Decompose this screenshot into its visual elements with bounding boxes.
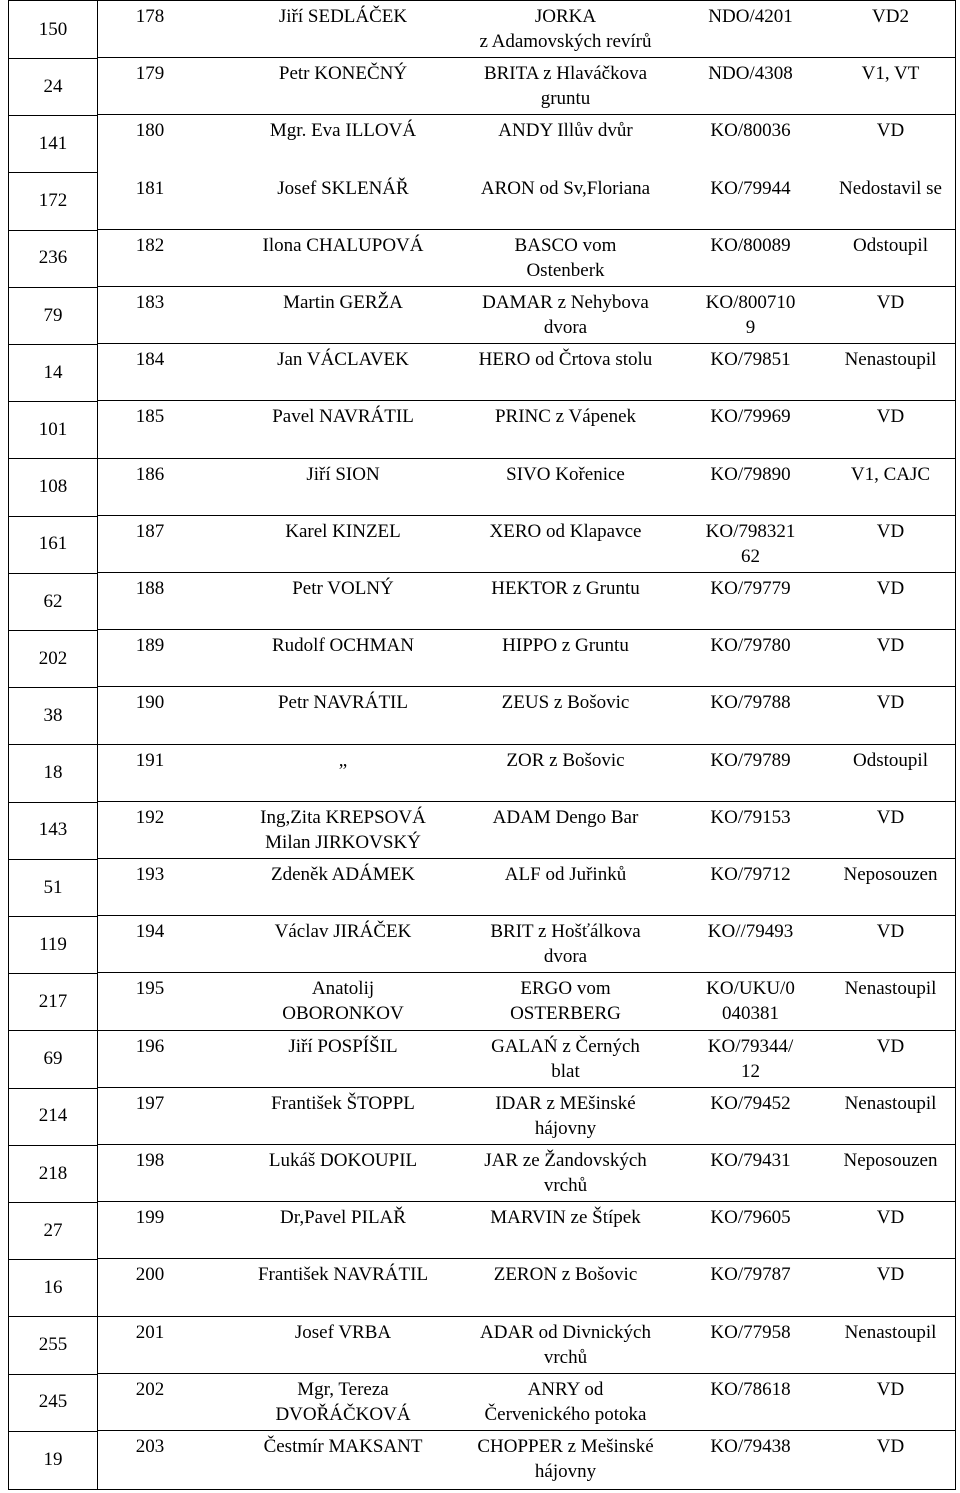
registration-number: KO/80036 <box>710 120 791 142</box>
result: VD <box>876 635 905 657</box>
result: Odstoupil <box>853 749 928 771</box>
registration-number: KO/79605 <box>710 1207 791 1229</box>
left-number-cell: 24 <box>9 58 97 116</box>
result: Nenastoupil <box>844 1321 937 1343</box>
left-number-cell: 38 <box>9 687 97 745</box>
entry-number: 201 <box>135 1321 165 1343</box>
row-divider <box>98 458 955 459</box>
registration-number: KO/79712 <box>710 864 791 885</box>
owner-name: Petr VOLNÝ <box>292 578 394 599</box>
entries-table <box>98 0 956 1490</box>
registration-number: KO/79787 <box>710 1264 791 1286</box>
left-number-cell: 19 <box>43 1448 63 1470</box>
result: VD <box>876 1378 905 1400</box>
dog-name: IDAR z MEšinské hájovny <box>495 1092 636 1139</box>
result: Nedostavil se <box>839 177 942 199</box>
result: Neposouzen <box>843 1150 938 1171</box>
left-number-cell: 141 <box>9 115 97 173</box>
row-divider <box>98 744 955 745</box>
row-divider <box>98 915 955 916</box>
owner-name: Petr NAVRÁTIL <box>277 692 408 714</box>
registration-number: KO/79344/ 12 <box>707 1035 794 1082</box>
registration-number: KO/79890 <box>710 463 791 485</box>
dog-name: HERO od Črtova stolu <box>478 349 653 371</box>
entry-number: 196 <box>135 1035 165 1057</box>
document-page <box>8 0 957 1490</box>
owner-name: František ŠTOPPL <box>271 1092 415 1114</box>
row-divider <box>98 57 955 58</box>
owner-name: Karel KINZEL <box>285 520 401 542</box>
dog-name: XERO od Klapavce <box>489 520 642 542</box>
left-number-cell: 150 <box>9 1 97 59</box>
entry-number: 200 <box>135 1264 165 1286</box>
owner-name: Ilona CHALUPOVÁ <box>262 234 424 256</box>
result: Nenastoupil <box>844 349 937 371</box>
row-divider <box>98 801 955 802</box>
row-divider <box>98 858 955 859</box>
registration-number: KO/UKU/0 040381 <box>706 978 795 1025</box>
result: VD <box>876 292 905 313</box>
registration-number: KO/79789 <box>710 749 791 771</box>
dog-name: ADAR od Divnických vrchů <box>480 1321 651 1368</box>
dog-name: HIPPO z Gruntu <box>502 635 629 657</box>
entry-number: 199 <box>135 1207 165 1229</box>
dog-name: DAMAR z Nehybova dvora <box>482 292 649 338</box>
registration-number: KO/77958 <box>710 1321 791 1343</box>
entry-number: 190 <box>135 692 165 714</box>
row-divider <box>98 1430 955 1431</box>
owner-name: Ing,Zita KREPSOVÁ Milan JIRKOVSKÝ <box>260 806 426 853</box>
dog-name: ALF od Juřinků <box>504 864 627 885</box>
left-number-column <box>8 0 98 1490</box>
result: VD <box>876 578 905 599</box>
result: VD <box>876 921 905 943</box>
registration-number: KO/79788 <box>710 692 791 714</box>
dog-name: JAR ze Žandovských vrchů <box>484 1150 647 1196</box>
entry-number: 194 <box>135 921 165 943</box>
owner-name: Jiří SEDLÁČEK <box>278 6 408 27</box>
entry-number: 193 <box>135 864 165 885</box>
dog-name: ERGO vom OSTERBERG <box>510 978 621 1025</box>
result: V1, CAJC <box>850 463 931 485</box>
entry-number: 180 <box>135 120 165 142</box>
registration-number: KO/800710 9 <box>705 292 796 338</box>
row-divider <box>98 1373 955 1374</box>
dog-name: CHOPPER z Mešinské hájovny <box>477 1436 654 1482</box>
left-number-cell: 172 <box>9 173 97 231</box>
entry-number: 191 <box>135 749 165 771</box>
owner-name: Anatolij OBORONKOV <box>282 978 404 1025</box>
result: VD <box>876 406 905 428</box>
registration-number: KO/79851 <box>710 349 791 371</box>
entry-number: 183 <box>135 292 165 313</box>
entry-number: 179 <box>135 63 165 85</box>
row-divider <box>98 972 955 973</box>
dog-name: BRITA z Hlaváčkova gruntu <box>483 63 648 110</box>
registration-number: KO/79944 <box>710 177 791 199</box>
owner-name: Mgr. Eva ILLOVÁ <box>269 120 417 142</box>
registration-number: KO/79969 <box>710 406 791 428</box>
dog-name: ZOR z Bošovic <box>506 749 625 771</box>
left-number-cell: 236 <box>9 230 97 288</box>
result: VD <box>876 120 905 142</box>
dog-name: BASCO vom Ostenberk <box>514 234 617 281</box>
owner-name: Jan VÁCLAVEK <box>277 349 409 371</box>
owner-name: Jiří POSPÍŠIL <box>288 1035 398 1057</box>
result: Nenastoupil <box>844 978 937 1000</box>
owner-name: Lukáš DOKOUPIL <box>268 1150 418 1171</box>
entry-number: 203 <box>135 1436 165 1457</box>
owner-name: „ <box>338 749 348 771</box>
result: Odstoupil <box>853 234 928 256</box>
result: VD <box>876 1035 905 1057</box>
result: VD <box>876 1436 905 1457</box>
left-number-cell: 214 <box>9 1088 97 1146</box>
left-number-cell: 202 <box>9 630 97 688</box>
row-divider <box>98 1087 955 1088</box>
result: Nenastoupil <box>844 1092 937 1114</box>
left-number-cell: 119 <box>9 916 97 974</box>
entry-number: 202 <box>135 1378 165 1400</box>
dog-name: JORKA z Adamovských revírů <box>479 6 652 52</box>
row-divider <box>98 229 955 230</box>
row-divider <box>98 572 955 573</box>
owner-name: Čestmír MAKSANT <box>263 1436 423 1457</box>
result: VD <box>876 806 905 828</box>
left-number-cell: 51 <box>9 859 97 917</box>
row-divider <box>98 686 955 687</box>
owner-name: Jiří SION <box>306 463 380 485</box>
left-number-cell: 108 <box>9 459 97 517</box>
owner-name: František NAVRÁTIL <box>257 1264 429 1286</box>
dog-name: GALAŃ z Černých blat <box>491 1035 640 1082</box>
result: VD <box>876 1264 905 1286</box>
entry-number: 186 <box>135 463 165 485</box>
registration-number: KO/78618 <box>710 1378 791 1400</box>
left-number-cell: 14 <box>9 344 97 402</box>
left-number-cell: 79 <box>9 287 97 345</box>
dog-name: SIVO Kořenice <box>506 463 625 485</box>
result: VD2 <box>872 6 909 27</box>
owner-name: Martin GERŽA <box>283 292 403 313</box>
row-divider <box>98 1316 955 1317</box>
left-number-cell: 161 <box>9 516 97 574</box>
left-number-cell: 217 <box>9 973 97 1031</box>
owner-name: Zdeněk ADÁMEK <box>270 864 416 885</box>
dog-name: ZERON z Bošovic <box>493 1264 638 1286</box>
entry-number: 187 <box>135 520 165 542</box>
row-divider <box>98 515 955 516</box>
registration-number: KO/79452 <box>710 1092 791 1114</box>
left-number-cell: 27 <box>9 1202 97 1260</box>
result: V1, VT <box>861 63 920 85</box>
left-number-cell: 255 <box>9 1317 97 1375</box>
entry-number: 181 <box>135 177 165 199</box>
owner-name: Pavel NAVRÁTIL <box>272 406 414 428</box>
owner-name: Václav JIRÁČEK <box>274 921 412 943</box>
left-number-cell: 101 <box>9 401 97 459</box>
entry-number: 189 <box>135 635 165 657</box>
row-divider <box>98 343 955 344</box>
dog-name: PRINC z Vápenek <box>494 406 637 428</box>
row-divider <box>98 286 955 287</box>
dog-name: BRIT z Hošťálkova dvora <box>490 921 641 968</box>
entry-number: 198 <box>135 1150 165 1171</box>
owner-name: Josef VRBA <box>294 1321 392 1343</box>
row-divider <box>98 400 955 401</box>
entry-number: 188 <box>135 578 165 599</box>
owner-name: Josef SKLENÁŘ <box>277 177 409 199</box>
registration-number: NDO/4201 <box>708 6 793 27</box>
entry-number: 178 <box>135 6 165 27</box>
owner-name: Petr KONEČNÝ <box>278 63 408 85</box>
registration-number: NDO/4308 <box>708 63 793 85</box>
owner-name: Rudolf OCHMAN <box>272 635 414 657</box>
registration-number: KO/79431 <box>710 1150 791 1171</box>
entry-number: 182 <box>135 234 165 256</box>
registration-number: KO/79153 <box>710 806 791 828</box>
owner-name: Dr,Pavel PILAŘ <box>280 1207 406 1229</box>
row-divider <box>98 1144 955 1145</box>
result: VD <box>876 692 905 714</box>
result: Neposouzen <box>843 864 938 885</box>
registration-number: KO/79780 <box>710 635 791 657</box>
entry-number: 195 <box>135 978 165 1000</box>
registration-number: KO/79779 <box>710 578 791 599</box>
left-number-cell: 245 <box>9 1374 97 1432</box>
row-divider <box>98 1201 955 1202</box>
dog-name: MARVIN ze Štípek <box>490 1207 641 1229</box>
registration-number: KO//79493 <box>707 921 794 943</box>
dog-name: ADAM Dengo Bar <box>492 806 639 828</box>
row-divider <box>98 1258 955 1259</box>
entry-number: 192 <box>135 806 165 828</box>
left-number-cell: 69 <box>9 1031 97 1089</box>
result: VD <box>876 520 905 542</box>
registration-number: KO/80089 <box>710 234 791 256</box>
left-number-cell: 218 <box>9 1145 97 1203</box>
dog-name: ZEUS z Bošovic <box>501 692 630 714</box>
entry-number: 197 <box>135 1092 165 1114</box>
dog-name: HEKTOR z Gruntu <box>491 578 640 599</box>
row-divider <box>98 629 955 630</box>
entry-number: 184 <box>135 349 165 371</box>
registration-number: KO/79438 <box>710 1436 791 1457</box>
left-number-cell: 62 <box>9 573 97 631</box>
owner-name: Mgr, Tereza DVOŘÁČKOVÁ <box>275 1378 411 1425</box>
left-number-cell: 143 <box>9 802 97 860</box>
dog-name: ANDY Illův dvůr <box>498 120 633 142</box>
result: VD <box>876 1207 905 1229</box>
left-number-cell: 16 <box>9 1259 97 1317</box>
entry-number: 185 <box>135 406 165 428</box>
row-divider <box>98 1030 955 1031</box>
registration-number: KO/798321 62 <box>705 520 796 567</box>
left-number-cell: 18 <box>9 745 97 803</box>
row-divider <box>98 114 955 115</box>
dog-name: ANRY od Červenického potoka <box>484 1378 647 1425</box>
dog-name: ARON od Sv,Floriana <box>480 177 651 199</box>
